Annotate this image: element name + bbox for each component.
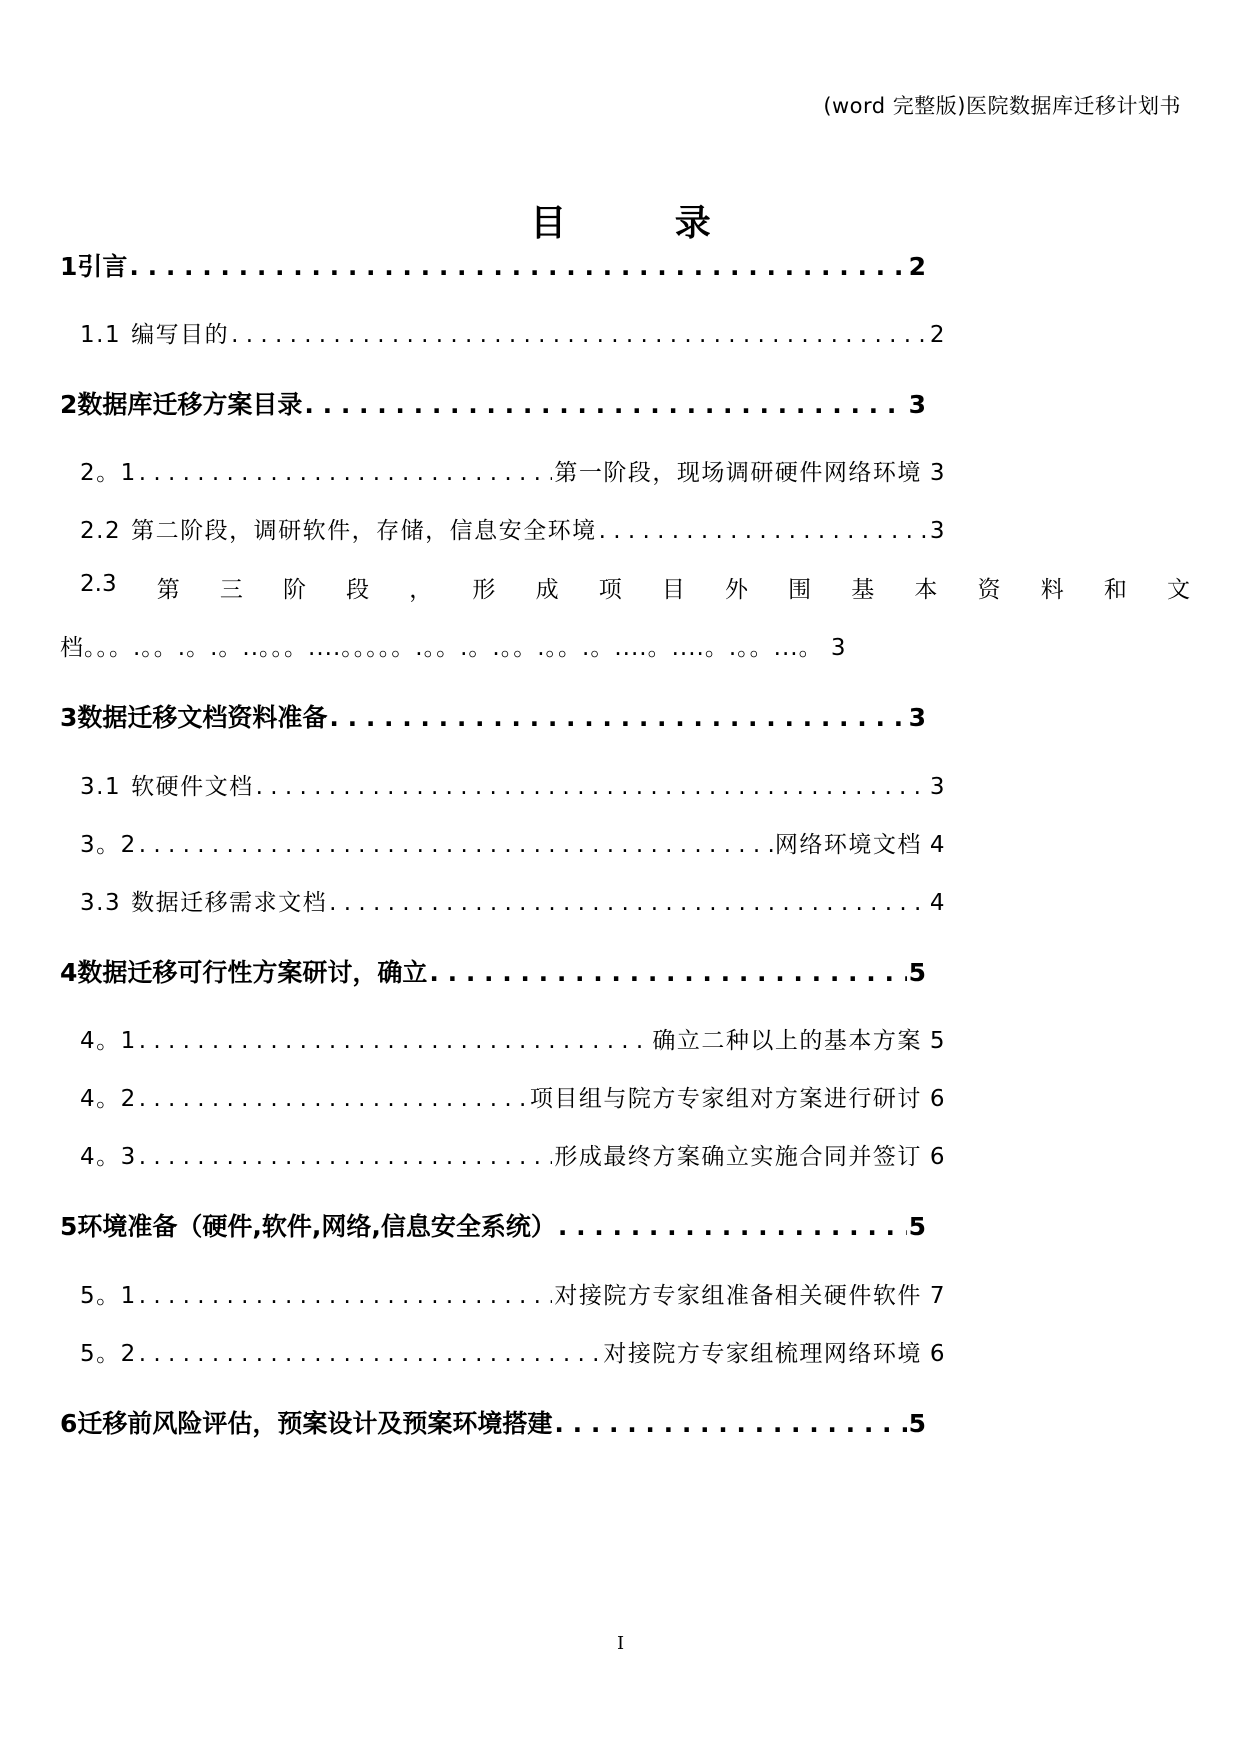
toc-entry-3-3[interactable] [80, 884, 946, 917]
toc-entry-text: 编写目的 [131, 322, 230, 348]
toc-entry-number: 5。1 [80, 1283, 137, 1309]
toc-entry-page: 4 [929, 832, 946, 858]
toc-entry-2-2[interactable] [80, 512, 946, 545]
toc-entry-text: 第二阶段，调研软件，存储，信息安全环境 [131, 518, 597, 544]
toc-entry-number: 1 [60, 252, 78, 281]
toc-entry-text-continuation: 档。。。.。。.。.。..。。。....。。。。。.。。.。.。。.。。.。....。....。.。。...。 [60, 635, 823, 661]
toc-entry-3-1[interactable] [80, 768, 946, 801]
dot-leader [599, 518, 928, 544]
toc-entry-number: 4。2 [80, 1086, 137, 1112]
toc-title: 目 录 [530, 203, 759, 244]
dot-leader [554, 1409, 906, 1438]
toc-entry-page: 6 [929, 1341, 946, 1367]
toc-entry-text: 对接院方专家组梳理网络环境 [603, 1341, 922, 1367]
dot-leader [429, 958, 906, 987]
toc-entry-text: 数据迁移文档资料准备 [77, 703, 328, 732]
toc-entry-text: 第一阶段，现场调研硬件网络环境 [554, 460, 922, 486]
toc-entry-text-char: 项 [598, 577, 622, 603]
dot-leader [139, 1028, 651, 1054]
toc-entry-text: 软硬件文档 [131, 774, 254, 800]
toc-entry-text: 数据迁移可行性方案研讨，确立 [77, 958, 428, 987]
dot-leader [329, 703, 906, 732]
toc-entry-3[interactable] [60, 698, 926, 734]
toc-entry-6[interactable] [60, 1404, 926, 1440]
toc-entry-text-char: 段 [346, 577, 370, 603]
dot-leader [139, 1341, 602, 1367]
toc-entry-page: 2 [908, 252, 926, 281]
toc-entry-text-char: 成 [535, 577, 559, 603]
toc-entry-text: 项目组与院方专家组对方案进行研讨 [529, 1086, 922, 1112]
toc-entry-5[interactable] [60, 1207, 926, 1243]
toc-entry-number: 5 [60, 1212, 78, 1241]
toc-entry-page: 5 [908, 958, 926, 987]
toc-entry-4-2[interactable] [80, 1080, 946, 1113]
toc-entry-number: 2 [60, 390, 78, 419]
toc-entry-2[interactable] [60, 385, 926, 421]
toc-entry-5-2[interactable] [80, 1335, 946, 1368]
toc-entry-number: 1.1 [80, 322, 122, 348]
toc-entry-page: 3 [929, 518, 946, 544]
toc-entry-text-char: 本 [914, 577, 938, 603]
toc-entry-number: 2.2 [80, 518, 122, 544]
toc-entry-page: 3 [830, 635, 847, 661]
toc-entry-page: 6 [929, 1086, 946, 1112]
toc-entry-5-1[interactable] [80, 1277, 946, 1310]
dot-leader [129, 252, 906, 281]
toc-entry-page: 5 [929, 1028, 946, 1054]
toc-entry-4-1[interactable] [80, 1022, 946, 1055]
dot-leader [139, 460, 553, 486]
toc-entry-2-3[interactable] [80, 571, 1190, 604]
toc-entry-number: 3 [60, 703, 78, 732]
toc-entry-number: 2。1 [80, 460, 137, 486]
toc-entry-number: 4 [60, 958, 78, 987]
toc-entry-4[interactable] [60, 953, 926, 989]
toc-entry-text-char: 资 [977, 577, 1001, 603]
toc-entry-page: 3 [929, 774, 946, 800]
dot-leader [139, 1144, 553, 1170]
toc-entry-page: 3 [908, 703, 926, 732]
toc-entry-2-3-continuation[interactable] [60, 629, 1120, 662]
dot-leader [139, 832, 773, 858]
dot-leader [256, 774, 928, 800]
toc-entry-page: 6 [929, 1144, 946, 1170]
toc-entry-text-char: 外 [724, 577, 748, 603]
toc-entry-text: 迁移前风险评估，预案设计及预案环境搭建 [77, 1409, 553, 1438]
toc-entry-page: 3 [908, 390, 926, 419]
toc-entry-number: 3.1 [80, 774, 122, 800]
dot-leader [558, 1212, 907, 1241]
toc-entry-page: 5 [908, 1212, 926, 1241]
toc-entry-page: 3 [929, 460, 946, 486]
toc-entry-page: 4 [929, 890, 946, 916]
dot-leader [304, 390, 906, 419]
toc-entry-number: 4。3 [80, 1144, 137, 1170]
toc-entry-text: 数据库迁移方案目录 [77, 390, 303, 419]
dot-leader [329, 890, 928, 916]
dot-leader [231, 322, 928, 348]
toc-entry-2-1[interactable] [80, 454, 946, 487]
toc-entry-text: 引言 [77, 252, 128, 281]
toc-entry-text-char: 形 [472, 577, 496, 603]
toc-entry-number: 3.3 [80, 890, 122, 916]
toc-entry-page: 2 [929, 322, 946, 348]
toc-entry-text-char: ， [409, 577, 433, 603]
toc-entry-page: 5 [908, 1409, 926, 1438]
toc-entry-text: 环境准备（硬件,软件,网络,信息安全系统） [77, 1212, 556, 1241]
toc-entry-3-2[interactable] [80, 826, 946, 859]
page-number: I [616, 1633, 625, 1654]
toc-entry-text-char: 基 [851, 577, 875, 603]
toc-entry-number: 2.3 [80, 571, 117, 597]
toc-entry-number: 3。2 [80, 832, 137, 858]
toc-entry-number: 6 [60, 1409, 78, 1438]
toc-entry-text: 数据迁移需求文档 [131, 890, 328, 916]
toc-entry-1-1[interactable] [80, 316, 946, 349]
toc-entry-number: 4。1 [80, 1028, 137, 1054]
toc-entry-text-char: 第 [156, 577, 180, 603]
toc-entry-page: 7 [929, 1283, 946, 1309]
toc-entry-text: 形成最终方案确立实施合同并签订 [554, 1144, 922, 1170]
dot-leader [139, 1283, 553, 1309]
toc-entry-text: 确立二种以上的基本方案 [652, 1028, 922, 1054]
toc-entry-text-char: 料 [1040, 577, 1064, 603]
toc-entry-text: 网络环境文档 [774, 832, 922, 858]
toc-entry-number: 5。2 [80, 1341, 137, 1367]
toc-entry-1[interactable] [60, 247, 926, 283]
toc-entry-text-char: 围 [788, 577, 812, 603]
toc-entry-text-char: 目 [661, 577, 685, 603]
toc-entry-text-char: 三 [219, 577, 243, 603]
document-header: (word 完整版)医院数据库迁移计划书 [823, 94, 1181, 118]
toc-entry-text-char: 阶 [283, 577, 306, 603]
toc-entry-text-char: 和 [1103, 577, 1127, 603]
toc-entry-text: 对接院方专家组准备相关硬件软件 [554, 1283, 922, 1309]
toc-entry-text-char: 文 [1166, 577, 1190, 603]
toc-entry-4-3[interactable] [80, 1138, 946, 1171]
dot-leader [139, 1086, 528, 1112]
